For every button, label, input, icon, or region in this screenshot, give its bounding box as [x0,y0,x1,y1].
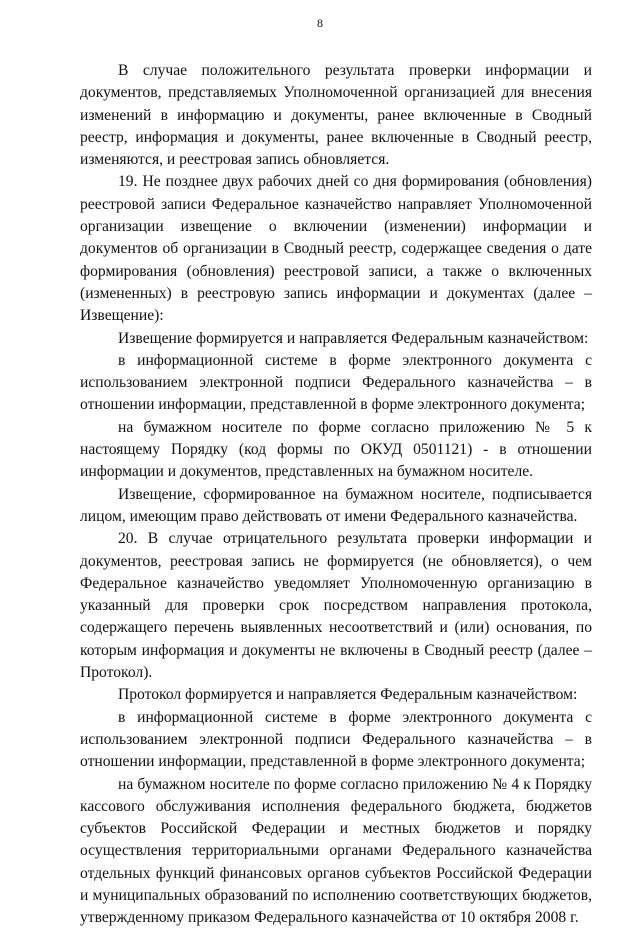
paragraph-item-20: 20. В случае отрицательного результата проверки информации и документов, реестровая запись не формируется (не обновляется), о чем Федеральное казначейство уведомляет Уполномоченную организацию в указанный для проверки срок посредством направления протокола, содержащего перечень выявленных несоответствий и (или) основания, по которым информация и документы не включены в Сводный реестр (далее – Протокол). [80,530,592,682]
paragraph-notice-electronic: в информационной системе в форме электронного документа с использованием электронной подписи Федерального казначейства – в отношении информации, представленной в форме электронного документа; [80,351,592,414]
paragraph-protocol-formed: Протокол формируется и направляется Федеральным казначейством: [118,686,578,704]
paragraph-positive-check: В случае положительного результата проверки информации и документов, представляемых Уполномоченной организацией для внесения изменений в информацию и документы, ранее включенные в Сводный реестр, информация и документы, ранее включенные в Сводный реестр, изменяются, и реестровая запись обновляется. [80,62,592,169]
paragraph-notice-formed: Извещение формируется и направляется Федеральным казначейством: [118,329,589,347]
paragraph-item-19: 19. Не позднее двух рабочих дней со дня формирования (обновления) реестровой записи Федеральное казначейство направляет Уполномоченной организации извещение о включении (изменении) информации и документов об организации в Сводный реестр, содержащее сведения о дате формирования (обновления) реестровой записи, а также о включенных (измененных) в реестровую запись информации и документах (далее – Извещение): [80,173,592,325]
paragraph-protocol-paper: на бумажном носителе по форме согласно приложению № 4 к Порядку кассового обслуживания исполнения федерального бюджета, бюджетов субъектов Российской Федерации и местных бюджетов и порядку осуществления территориальными органами Федерального казначейства отдельных функций финансовых органов субъектов Российской Федерации и муниципальных образований по исполнению соответствующих бюджетов, утвержденному приказом Федерального казначейства от 10 октября 2008 г. [80,775,592,927]
page-number: 8 [317,16,323,30]
paragraph-protocol-electronic: в информационной системе в форме электронного документа с использованием электронной подписи Федерального казначейства – в отношении информации, представленной в форме электронного документа; [80,708,592,771]
paragraph-notice-signed: Извещение, сформированное на бумажном носителе, подписывается лицом, имеющим право действовать от имени Федерального казначейства. [80,485,592,525]
paragraph-notice-paper: на бумажном носителе по форме согласно приложению № 5 к настоящему Порядку (код формы по ОКУД 0501121) - в отношении информации и документов, представленных на бумажном носителе. [80,418,592,481]
document-body [80,60,592,930]
